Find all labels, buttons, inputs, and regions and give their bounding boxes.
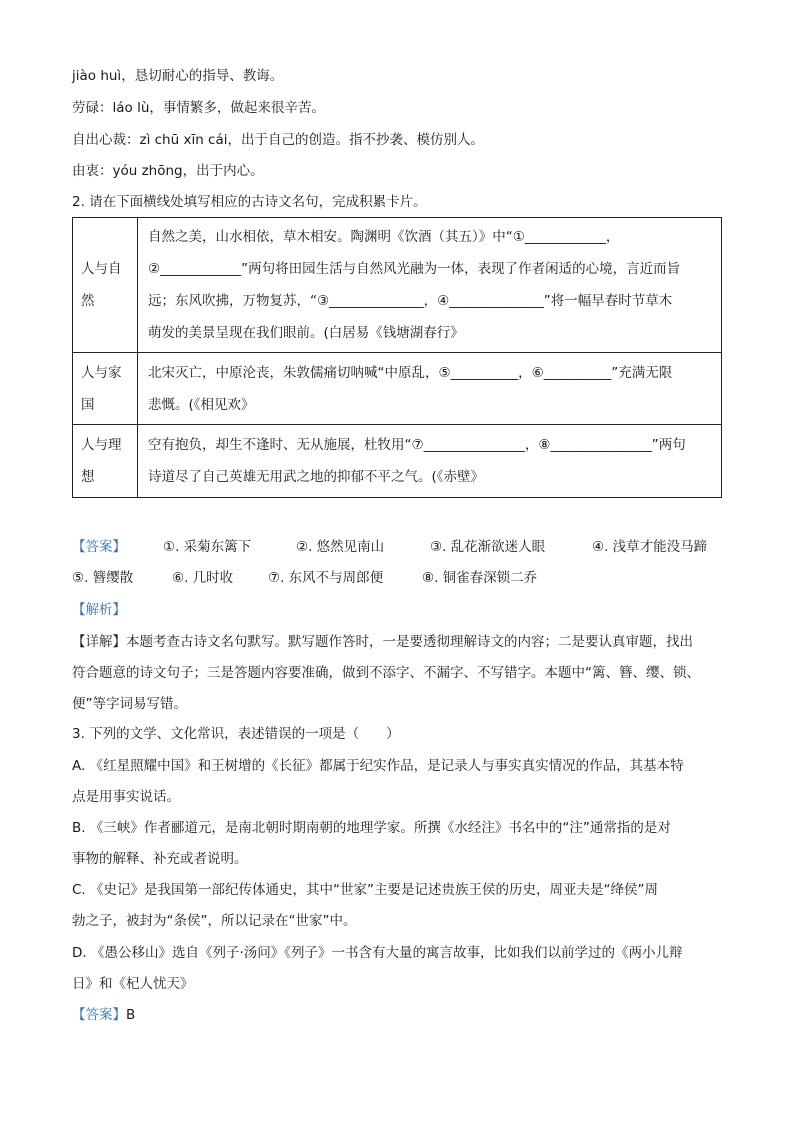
option-a-line: A. 《红星照耀中国》和王树增的《长征》都属于纪实作品，是记录人与事实真实情况的作品，其基本特 (72, 758, 684, 774)
card-row-ideal (73, 425, 722, 498)
card-text-line: 空有抱负，却生不逢时、无从施展，杜牧用“⑦_______________，⑧_______________”两句 (148, 437, 686, 453)
analysis-label: 【解析】 (72, 602, 126, 618)
category-line: 然 (81, 293, 95, 309)
glossary-line-2: 劳碌：láo lù，事情繁多，做起来很辛苦。 (72, 100, 325, 116)
answer-item: ①. 采菊东篱下 (163, 539, 252, 555)
card-category (73, 425, 138, 498)
answer-item: ③. 乱花渐欲迷人眼 (430, 539, 546, 555)
option-b-line: 事物的解释、补充或者说明。 (72, 851, 248, 867)
answer-label: 【答案】 (72, 1007, 126, 1023)
card-content (138, 353, 722, 425)
detail-line: 符合题意的诗文句子；三是答题内容要准确，做到不添字、不漏字、不写错字。本题中“篱、簪、缨、锁、 (72, 665, 700, 681)
detail-line: 便”等字词易写错。 (72, 696, 187, 712)
card-text-line: 远；东风吹拂，万物复苏，“③______________，④______________”将一幅早春时节草木 (148, 293, 673, 309)
answer-label: 【答案】 (72, 539, 126, 555)
card-content (138, 218, 722, 353)
card-text-line: 自然之美，山水相依，草木相安。陶渊明《饮酒（其五）》中“①____________， (148, 229, 620, 245)
card-text-line: ②____________”两句将田园生活与自然风光融为一体，表现了作者闲适的心境，言近而旨 (148, 261, 681, 277)
card-content (138, 425, 722, 498)
question-2-prompt: 2. 请在下面横线处填写相应的古诗文名句，完成积累卡片。 (72, 194, 427, 210)
answer-value: B (126, 1007, 136, 1023)
answer-item: ⑧. 铜雀春深锁二乔 (422, 570, 538, 586)
detail-line: 【详解】本题考查古诗文名句默写。默写题作答时，一是要透彻理解诗文的内容；二是要认真审题，找出 (72, 634, 693, 650)
card-text-line: 萌发的美景呈现在我们眼前。(白居易《钱塘湖春行》 (148, 325, 464, 341)
option-c-line: 勃之子，被封为“条侯”，所以记录在“世家”中。 (72, 913, 357, 929)
category-line: 国 (81, 396, 95, 413)
card-category (73, 218, 138, 353)
answer-item: ⑥. 几时收 (172, 570, 234, 586)
answer-item: ⑤. 簪缨散 (72, 570, 134, 586)
category-line: 人与家 (81, 364, 122, 381)
category-line: 人与理 (81, 437, 122, 453)
option-a-line: 点是用事实说话。 (72, 789, 180, 805)
option-b-line: B. 《三峡》作者郦道元，是南北朝时期南朝的地理学家。所撰《水经注》书名中的“注”通常指的是对 (72, 820, 671, 836)
card-row-nature (73, 218, 722, 353)
option-c-line: C. 《史记》是我国第一部纪传体通史，其中“世家”主要是记述贵族王侯的历史，周亚夫是“绛侯”周 (72, 882, 658, 898)
card-text-line: 悲慨。(《相见欢》 (148, 396, 255, 413)
answer-item: ⑦. 东风不与周郎便 (268, 570, 384, 586)
glossary-line-1: jiào huì，恳切耐心的指导、教诲。 (72, 68, 284, 84)
answer-item: ②. 悠然见南山 (296, 539, 385, 555)
card-row-country (73, 353, 722, 425)
glossary-line-3: 自出心裁：zì chū xīn cái，出于自己的创造。指不抄袭、模仿别人。 (72, 132, 484, 148)
q3-answer (72, 1005, 135, 1025)
category-line: 人与自 (81, 261, 122, 277)
glossary-line-4: 由衷：yóu zhōng，出于内心。 (72, 163, 264, 179)
card-text-line: 诗道尽了自己英雄无用武之地的抑郁不平之气。(《赤壁》 (148, 469, 485, 485)
option-d-line: 日》和《杞人忧天》 (72, 976, 194, 992)
answer-item: ④. 浅草才能没马蹄 (592, 539, 708, 555)
card-text-line: 北宋灭亡，中原沦丧，朱敦儒痛切呐喊“中原乱，⑤__________，⑥__________”充满无限 (148, 364, 673, 381)
category-line: 想 (81, 469, 95, 485)
question-3-prompt: 3. 下列的文学、文化常识，表述错误的一项是（ ） (72, 726, 400, 742)
option-d-line: D. 《愚公移山》选自《列子·汤问》《列子》一书含有大量的寓言故事，比如我们以前学过的《两小儿辩 (72, 945, 683, 961)
accumulation-card-table (72, 217, 722, 498)
card-category (73, 353, 138, 425)
